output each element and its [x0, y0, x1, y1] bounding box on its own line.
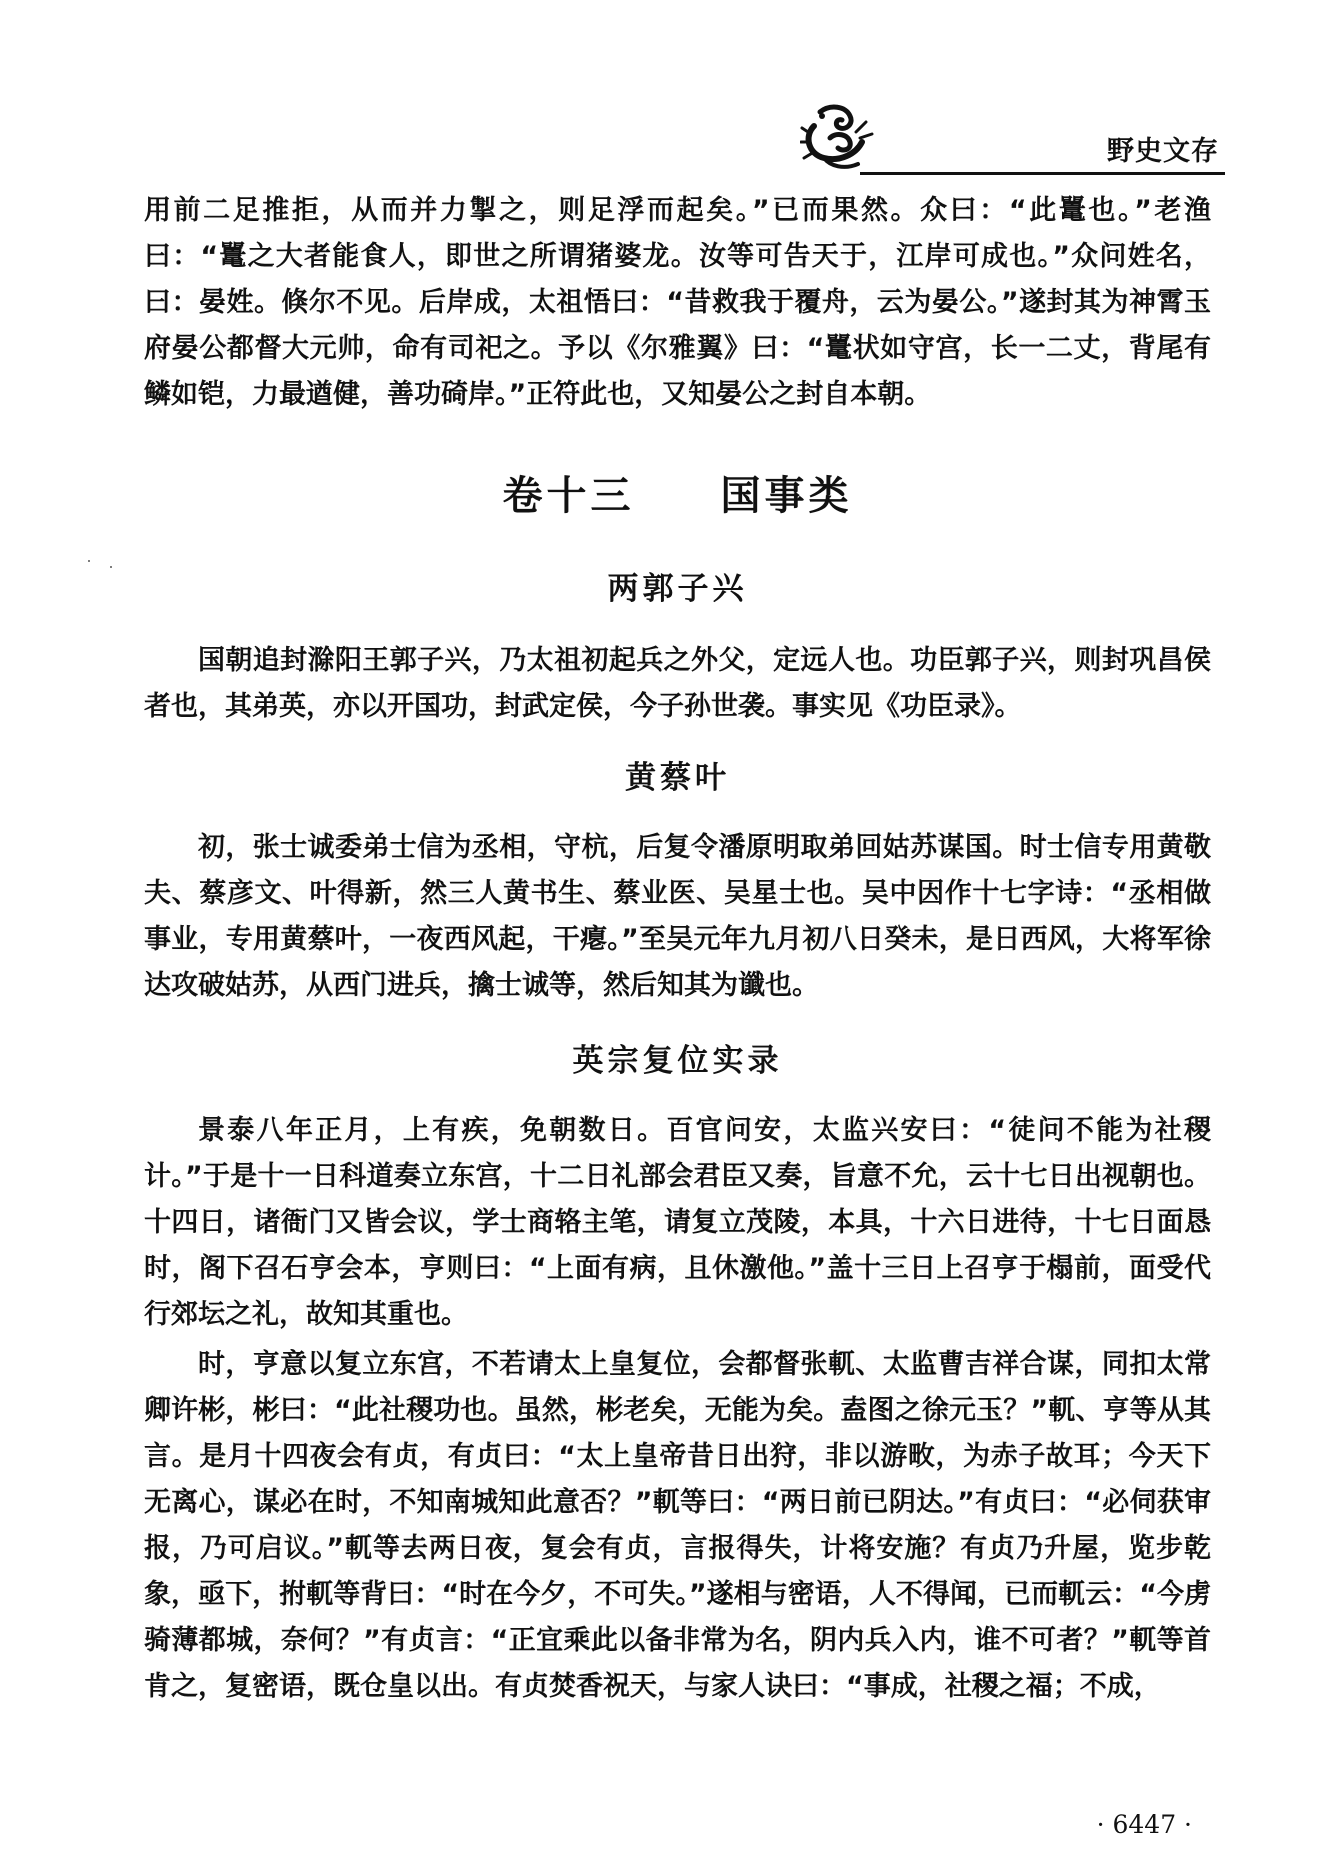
chapter-heading: [144, 464, 1211, 521]
header-title: 野史文存: [1107, 136, 1219, 167]
scan-speck: [110, 566, 112, 568]
opening-paragraph: 用前二足推拒，从而并力掣之，则足浮而起矣。”已而果然。众曰：“此鼍也。”老渔曰：“鼍之大者能食人，即世之所谓猪婆龙。汝等可告天于，江岸可成也。”众问姓名，曰：晏姓。倏尔不见。后岸成，太祖悟曰：“昔救我于覆舟，云为晏公。”遂封其为神霄玉府晏公都督大元帅，命有司祀之。予以《尔雅翼》曰：“鼍状如守宫，长一二丈，背尾有鳞如铠，力最遒健，善功碕岸。”正符此也，又知晏公之封自本朝。: [144, 195, 1211, 410]
page-body: [144, 188, 1211, 1710]
chapter-name: 国事类: [720, 473, 853, 519]
section-title: 两郭子兴: [607, 571, 748, 607]
header-rule: [860, 172, 1225, 175]
page-number: · 6447 ·: [1096, 1810, 1192, 1839]
page-header: [0, 0, 1322, 175]
dragon-icon: [800, 102, 874, 174]
section-paragraph: 时，亨意以复立东宫，不若请太上皇复位，会都督张軏、太监曹吉祥合谋，同扣太常卿许彬，彬曰：“此社稷功也。虽然，彬老矣，无能为矣。盍图之徐元玉？”軏、亨等从其言。是月十四夜会有贞，有贞曰：“太上皇帝昔日出狩，非以游畋，为赤子故耳；今天下无离心，谋必在时，不知南城知此意否？”軏等曰：“两日前已阴达。”有贞曰：“必伺获审报，乃可启议。”軏等去两日夜，复会有贞，言报得失，计将安施？有贞乃升屋，览步乾象，亟下，拊軏等背曰：“时在今夕，不可失。”遂相与密语，人不得闻，已而軏云：“今虏骑薄都城，奈何？”有贞言：“正宜乘此以备非常为名，阴内兵入内，谁不可者？”軏等首肯之，复密语，既仓皇以出。有贞焚香祝天，与家人诀曰：“事成，社稷之福；不成，: [144, 1349, 1211, 1702]
section-paragraph: 初，张士诚委弟士信为丞相，守杭，后复令潘原明取弟回姑苏谋国。时士信专用黄敬夫、蔡彦文、叶得新，然三人黄书生、蔡业医、吴星士也。吴中因作十七字诗：“丞相做事业，专用黄蔡叶，一夜西风起，干瘪。”至吴元年九月初八日癸未，是日西风，大将军徐达攻破姑苏，从西门进兵，擒士诚等，然后知其为谶也。: [144, 832, 1211, 1001]
section-title: 黄蔡叶: [625, 760, 730, 796]
section-paragraph: 国朝追封滁阳王郭子兴，乃太祖初起兵之外父，定远人也。功臣郭子兴，则封巩昌侯者也，其弟英，亦以开国功，封武定侯，今子孙世袭。事实见《功臣录》。: [144, 645, 1211, 722]
chapter-number: 卷十三: [502, 473, 635, 519]
scan-speck: [88, 560, 90, 562]
section-paragraph: 景泰八年正月，上有疾，免朝数日。百官问安，太监兴安曰：“徒问不能为社稷计。”于是十一日科道奏立东宫，十二日礼部会君臣又奏，旨意不允，云十七日出视朝也。十四日，诸衙门又皆会议，学士商辂主笔，请复立茂陵，本具，十六日进待，十七日面恳时，阁下召石亨会本，亨则曰：“上面有病，且休激他。”盖十三日上召亨于榻前，面受代行郊坛之礼，故知其重也。: [144, 1115, 1211, 1330]
section-title: 英宗复位实录: [572, 1043, 783, 1079]
